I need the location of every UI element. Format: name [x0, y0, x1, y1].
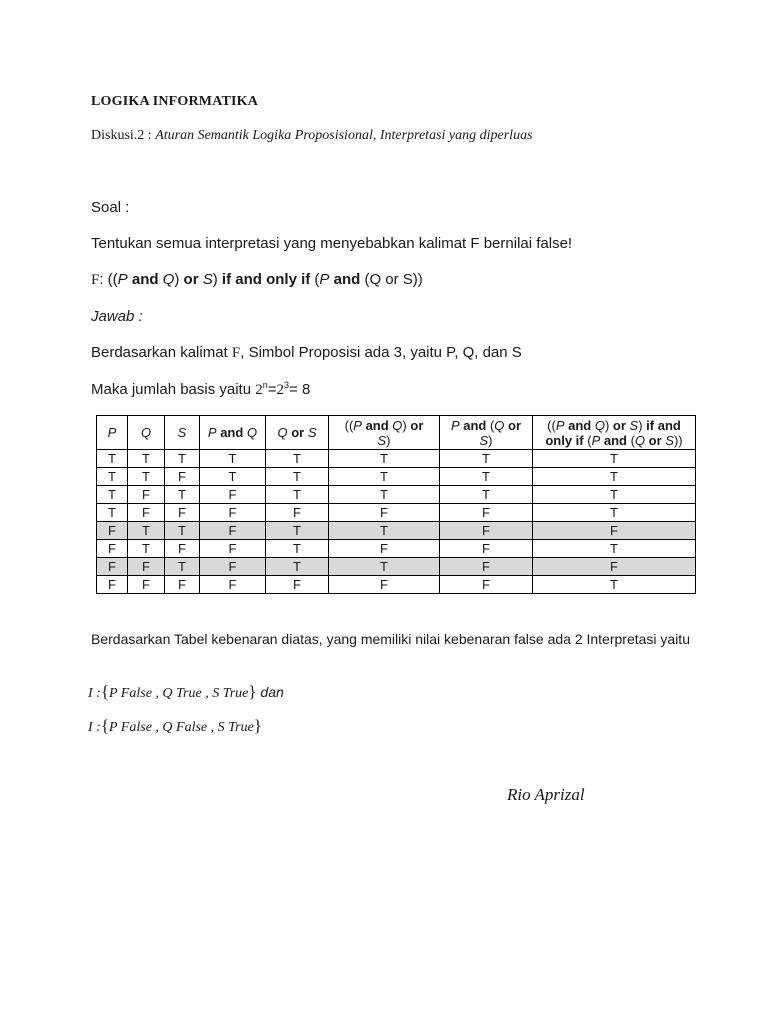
formula-line — [91, 271, 423, 289]
table-cell: T — [266, 522, 329, 540]
interp-values: P False , Q False , S True — [109, 720, 254, 735]
text-part: Maka jumlah basis yaitu — [91, 381, 256, 398]
table-cell: F — [97, 558, 128, 576]
table-cell: T — [128, 450, 165, 468]
table-cell: F — [165, 576, 200, 594]
table-cell: F — [440, 522, 533, 540]
formula-part: and — [329, 271, 361, 288]
table-cell: T — [440, 450, 533, 468]
header-text: and — [459, 417, 490, 433]
interp-label: I : — [88, 686, 101, 701]
table-row — [97, 450, 696, 468]
header-text: ) — [402, 417, 411, 433]
table-cell: F — [200, 540, 266, 558]
header-text: P — [107, 425, 117, 440]
table-cell: T — [165, 558, 200, 576]
table-cell: T — [533, 486, 696, 504]
header-cell — [266, 416, 329, 450]
header-text: or — [612, 417, 626, 433]
table-cell: F — [97, 576, 128, 594]
table-cell: T — [329, 468, 440, 486]
table-cell: T — [266, 450, 329, 468]
table-cell: T — [97, 486, 128, 504]
basis-count-line — [91, 380, 310, 399]
table-cell: T — [97, 468, 128, 486]
brace-open: { — [100, 716, 109, 735]
diskusi-prefix: Diskusi.2 : — [91, 128, 156, 143]
interp-suffix: dan — [256, 684, 284, 700]
interp-label: I : — [88, 720, 101, 735]
header-text: ( — [489, 417, 495, 433]
table-cell: T — [128, 540, 165, 558]
table-cell: T — [533, 576, 696, 594]
table-cell: T — [165, 450, 200, 468]
table-row — [97, 558, 696, 576]
text-part: 2 — [255, 382, 263, 398]
header-text: Q — [634, 432, 646, 448]
formula-part: ( — [310, 271, 320, 288]
table-cell: T — [329, 522, 440, 540]
header-text: Q — [392, 417, 403, 433]
formula-part: : (( — [99, 271, 118, 288]
table-cell: T — [200, 450, 266, 468]
header-text: S — [307, 425, 317, 440]
interpretation-2 — [88, 716, 262, 736]
table-cell: F — [97, 540, 128, 558]
table-cell: T — [266, 468, 329, 486]
header-text: and — [564, 417, 595, 433]
table-row — [97, 504, 696, 522]
header-text: )) — [673, 432, 683, 448]
text-part: 2 — [276, 382, 285, 398]
table-cell: T — [266, 558, 329, 576]
text-part: = 8 — [289, 381, 311, 398]
table-cell: T — [128, 522, 165, 540]
table-cell: F — [200, 486, 266, 504]
table-row — [97, 486, 696, 504]
header-text: Q — [594, 417, 605, 433]
table-cell: F — [440, 540, 533, 558]
jawab-label: Jawab : — [91, 308, 143, 325]
diskusi-topic: Aturan Semantik Logika Proposisional, Interpretasi yang diperluas — [155, 128, 533, 143]
table-cell: F — [440, 576, 533, 594]
table-cell: T — [329, 450, 440, 468]
header-text: S — [479, 432, 489, 448]
formula-f: F — [91, 272, 100, 288]
table-cell: F — [329, 576, 440, 594]
table-cell: T — [533, 468, 696, 486]
table-cell: T — [440, 468, 533, 486]
formula-part: ) — [174, 271, 184, 288]
table-cell: F — [200, 504, 266, 522]
table-cell: F — [533, 558, 696, 576]
table-cell: T — [329, 486, 440, 504]
table-cell: F — [533, 522, 696, 540]
header-cell — [533, 416, 696, 450]
question-text: Tentukan semua interpretasi yang menyebabkan kalimat F bernilai false! — [91, 235, 573, 252]
formula-part: if and only if — [221, 271, 311, 288]
header-text: and — [600, 432, 627, 448]
header-text: S — [177, 425, 187, 440]
table-cell: F — [165, 504, 200, 522]
table-cell: T — [533, 504, 696, 522]
table-cell: F — [266, 504, 329, 522]
table-cell: F — [329, 504, 440, 522]
header-cell — [200, 416, 266, 450]
text-part: , Simbol Proposisi ada 3, yaitu P, Q, dan S — [240, 344, 522, 361]
table-row — [97, 468, 696, 486]
header-cell — [329, 416, 440, 450]
conclusion-text: Berdasarkan Tabel kebenaran diatas, yang memiliki nilai kebenaran false ada 2 Interpretasi yaitu — [91, 631, 690, 647]
header-text: P — [450, 417, 460, 433]
table-row — [97, 522, 696, 540]
header-text: ) — [488, 432, 493, 448]
soal-label: Soal : — [91, 199, 130, 216]
table-cell: T — [128, 468, 165, 486]
table-cell: T — [165, 486, 200, 504]
truth-table — [96, 415, 696, 594]
interp-values: P False , Q True , S True — [109, 686, 249, 701]
truth-table-header — [97, 416, 696, 450]
header-text: ( — [583, 432, 592, 448]
table-cell: T — [329, 558, 440, 576]
header-text: (( — [547, 417, 556, 433]
header-text: and — [361, 417, 393, 433]
table-cell: T — [266, 486, 329, 504]
header-text: ) — [638, 417, 647, 433]
table-row — [97, 540, 696, 558]
brace-close: } — [253, 716, 262, 735]
header-text: Q — [246, 425, 258, 440]
table-cell: F — [200, 576, 266, 594]
text-part: = — [267, 381, 277, 398]
header-text: S — [625, 417, 639, 433]
header-text: P — [555, 417, 565, 433]
table-cell: F — [128, 576, 165, 594]
table-cell: F — [97, 522, 128, 540]
header-text: or — [410, 417, 424, 433]
formula-part: S — [198, 271, 213, 288]
header-text: or — [287, 425, 308, 440]
header-text: only if — [545, 432, 584, 448]
brace-close: } — [248, 682, 257, 701]
formula-part: P — [319, 271, 330, 288]
header-text: or — [504, 417, 522, 433]
header-cell — [165, 416, 200, 450]
header-text: (( — [344, 417, 354, 433]
table-cell: T — [97, 504, 128, 522]
header-text: Q — [277, 425, 288, 440]
table-cell: F — [128, 504, 165, 522]
header-text: ( — [626, 432, 635, 448]
header-text: ) — [604, 417, 613, 433]
header-text: or — [645, 432, 666, 448]
table-cell: F — [200, 558, 266, 576]
document-title: LOGIKA INFORMATIKA — [91, 94, 259, 109]
text-part: n — [262, 380, 268, 390]
header-text: and — [216, 425, 247, 440]
table-cell: F — [440, 558, 533, 576]
text-part: F — [231, 345, 241, 361]
table-cell: T — [266, 540, 329, 558]
formula-part: (Q or S)) — [360, 271, 423, 288]
header-text: S — [665, 432, 674, 448]
text-part: Berdasarkan kalimat — [91, 344, 232, 361]
formula-part: or — [183, 271, 199, 288]
formula-part: ) — [212, 271, 222, 288]
table-row — [97, 576, 696, 594]
table-cell: T — [533, 540, 696, 558]
header-cell — [128, 416, 165, 450]
header-text: ) — [386, 432, 391, 448]
header-text: P — [353, 417, 362, 433]
diskusi-line — [91, 128, 533, 144]
author-signature: Rio Aprizal — [507, 785, 585, 804]
table-cell: T — [440, 486, 533, 504]
proposition-symbols-line — [91, 344, 522, 362]
interpretation-1 — [88, 682, 284, 702]
table-cell: F — [128, 558, 165, 576]
header-text: Q — [494, 417, 505, 433]
formula-part: Q — [162, 271, 175, 288]
table-cell: T — [200, 468, 266, 486]
brace-open: { — [100, 682, 109, 701]
header-text: P — [207, 425, 217, 440]
table-cell: F — [128, 486, 165, 504]
table-cell: T — [165, 522, 200, 540]
table-cell: T — [97, 450, 128, 468]
header-text: if and — [646, 417, 681, 433]
text-part: 3 — [284, 380, 290, 390]
table-cell: F — [329, 540, 440, 558]
table-cell: F — [165, 540, 200, 558]
table-cell: F — [200, 522, 266, 540]
table-cell: F — [266, 576, 329, 594]
header-text: P — [591, 432, 601, 448]
table-cell: T — [533, 450, 696, 468]
header-cell — [440, 416, 533, 450]
header-text: Q — [140, 425, 152, 440]
header-text: S — [377, 432, 387, 448]
truth-table-body — [97, 450, 696, 594]
table-cell: F — [165, 468, 200, 486]
formula-part: P — [117, 271, 128, 288]
header-cell — [97, 416, 128, 450]
table-cell: F — [440, 504, 533, 522]
formula-part: and — [127, 271, 163, 288]
